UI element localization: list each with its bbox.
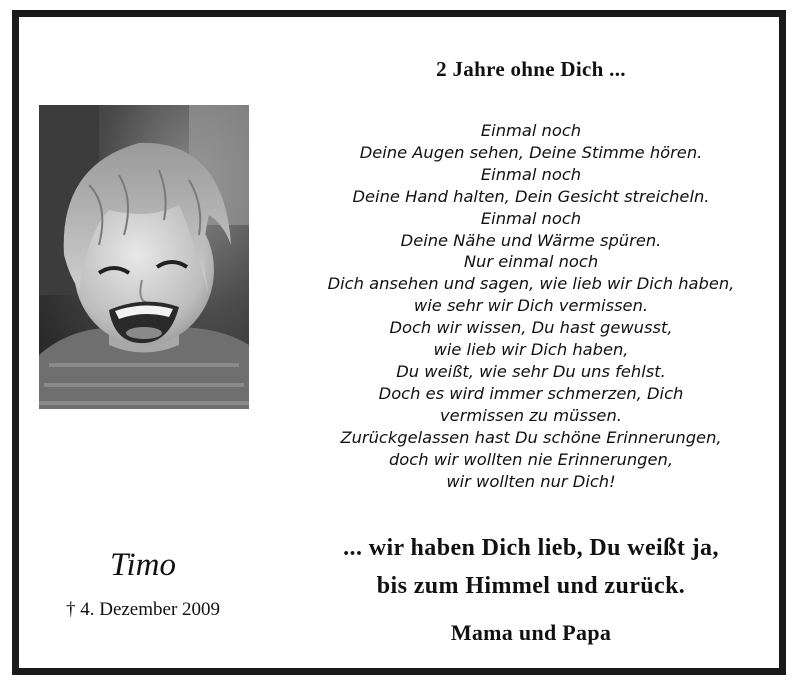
poem-line: wie sehr wir Dich vermissen. [413,296,649,316]
closing-words [281,529,781,605]
poem-line: Dich ansehen und sagen, wie lieb wir Dich haben, [327,274,735,294]
death-date: † 4. Dezember 2009 [65,599,221,620]
child-photo [39,105,249,409]
poem-line: wie lieb wir Dich haben, [433,340,629,360]
deceased-name: Timo [109,547,177,583]
poem-line: wir wollten nur Dich! [446,471,616,491]
signature: Mama und Papa [450,620,612,645]
poem-line: Deine Hand halten, Dein Gesicht streicheln. [352,186,710,206]
closing-line: ... wir haben Dich lieb, Du weißt ja, [343,535,719,561]
poem [281,120,781,492]
portrait-image [39,105,249,409]
poem-line: Einmal noch [480,121,582,140]
poem-line: Du weißt, wie sehr Du uns fehlst. [396,361,666,381]
notice-title: 2 Jahre ohne Dich ... [436,57,626,81]
poem-line: Doch es wird immer schmerzen, Dich [378,383,684,403]
poem-line: vermissen zu müssen. [440,405,622,425]
poem-line: Deine Augen sehen, Deine Stimme hören. [359,142,703,162]
closing-line: bis zum Himmel und zurück. [376,573,686,599]
poem-line: Einmal noch [480,164,582,184]
poem-line: Zurückgelassen hast Du schöne Erinnerungen, [340,427,722,447]
poem-line: Deine Nähe und Wärme spüren. [400,230,662,250]
poem-line: Einmal noch [480,208,582,228]
poem-line: Doch wir wissen, Du hast gewusst, [389,318,673,338]
obituary-frame [12,10,786,675]
poem-line: Nur einmal noch [463,252,599,272]
poem-line: doch wir wollten nie Erinnerungen, [388,449,674,469]
